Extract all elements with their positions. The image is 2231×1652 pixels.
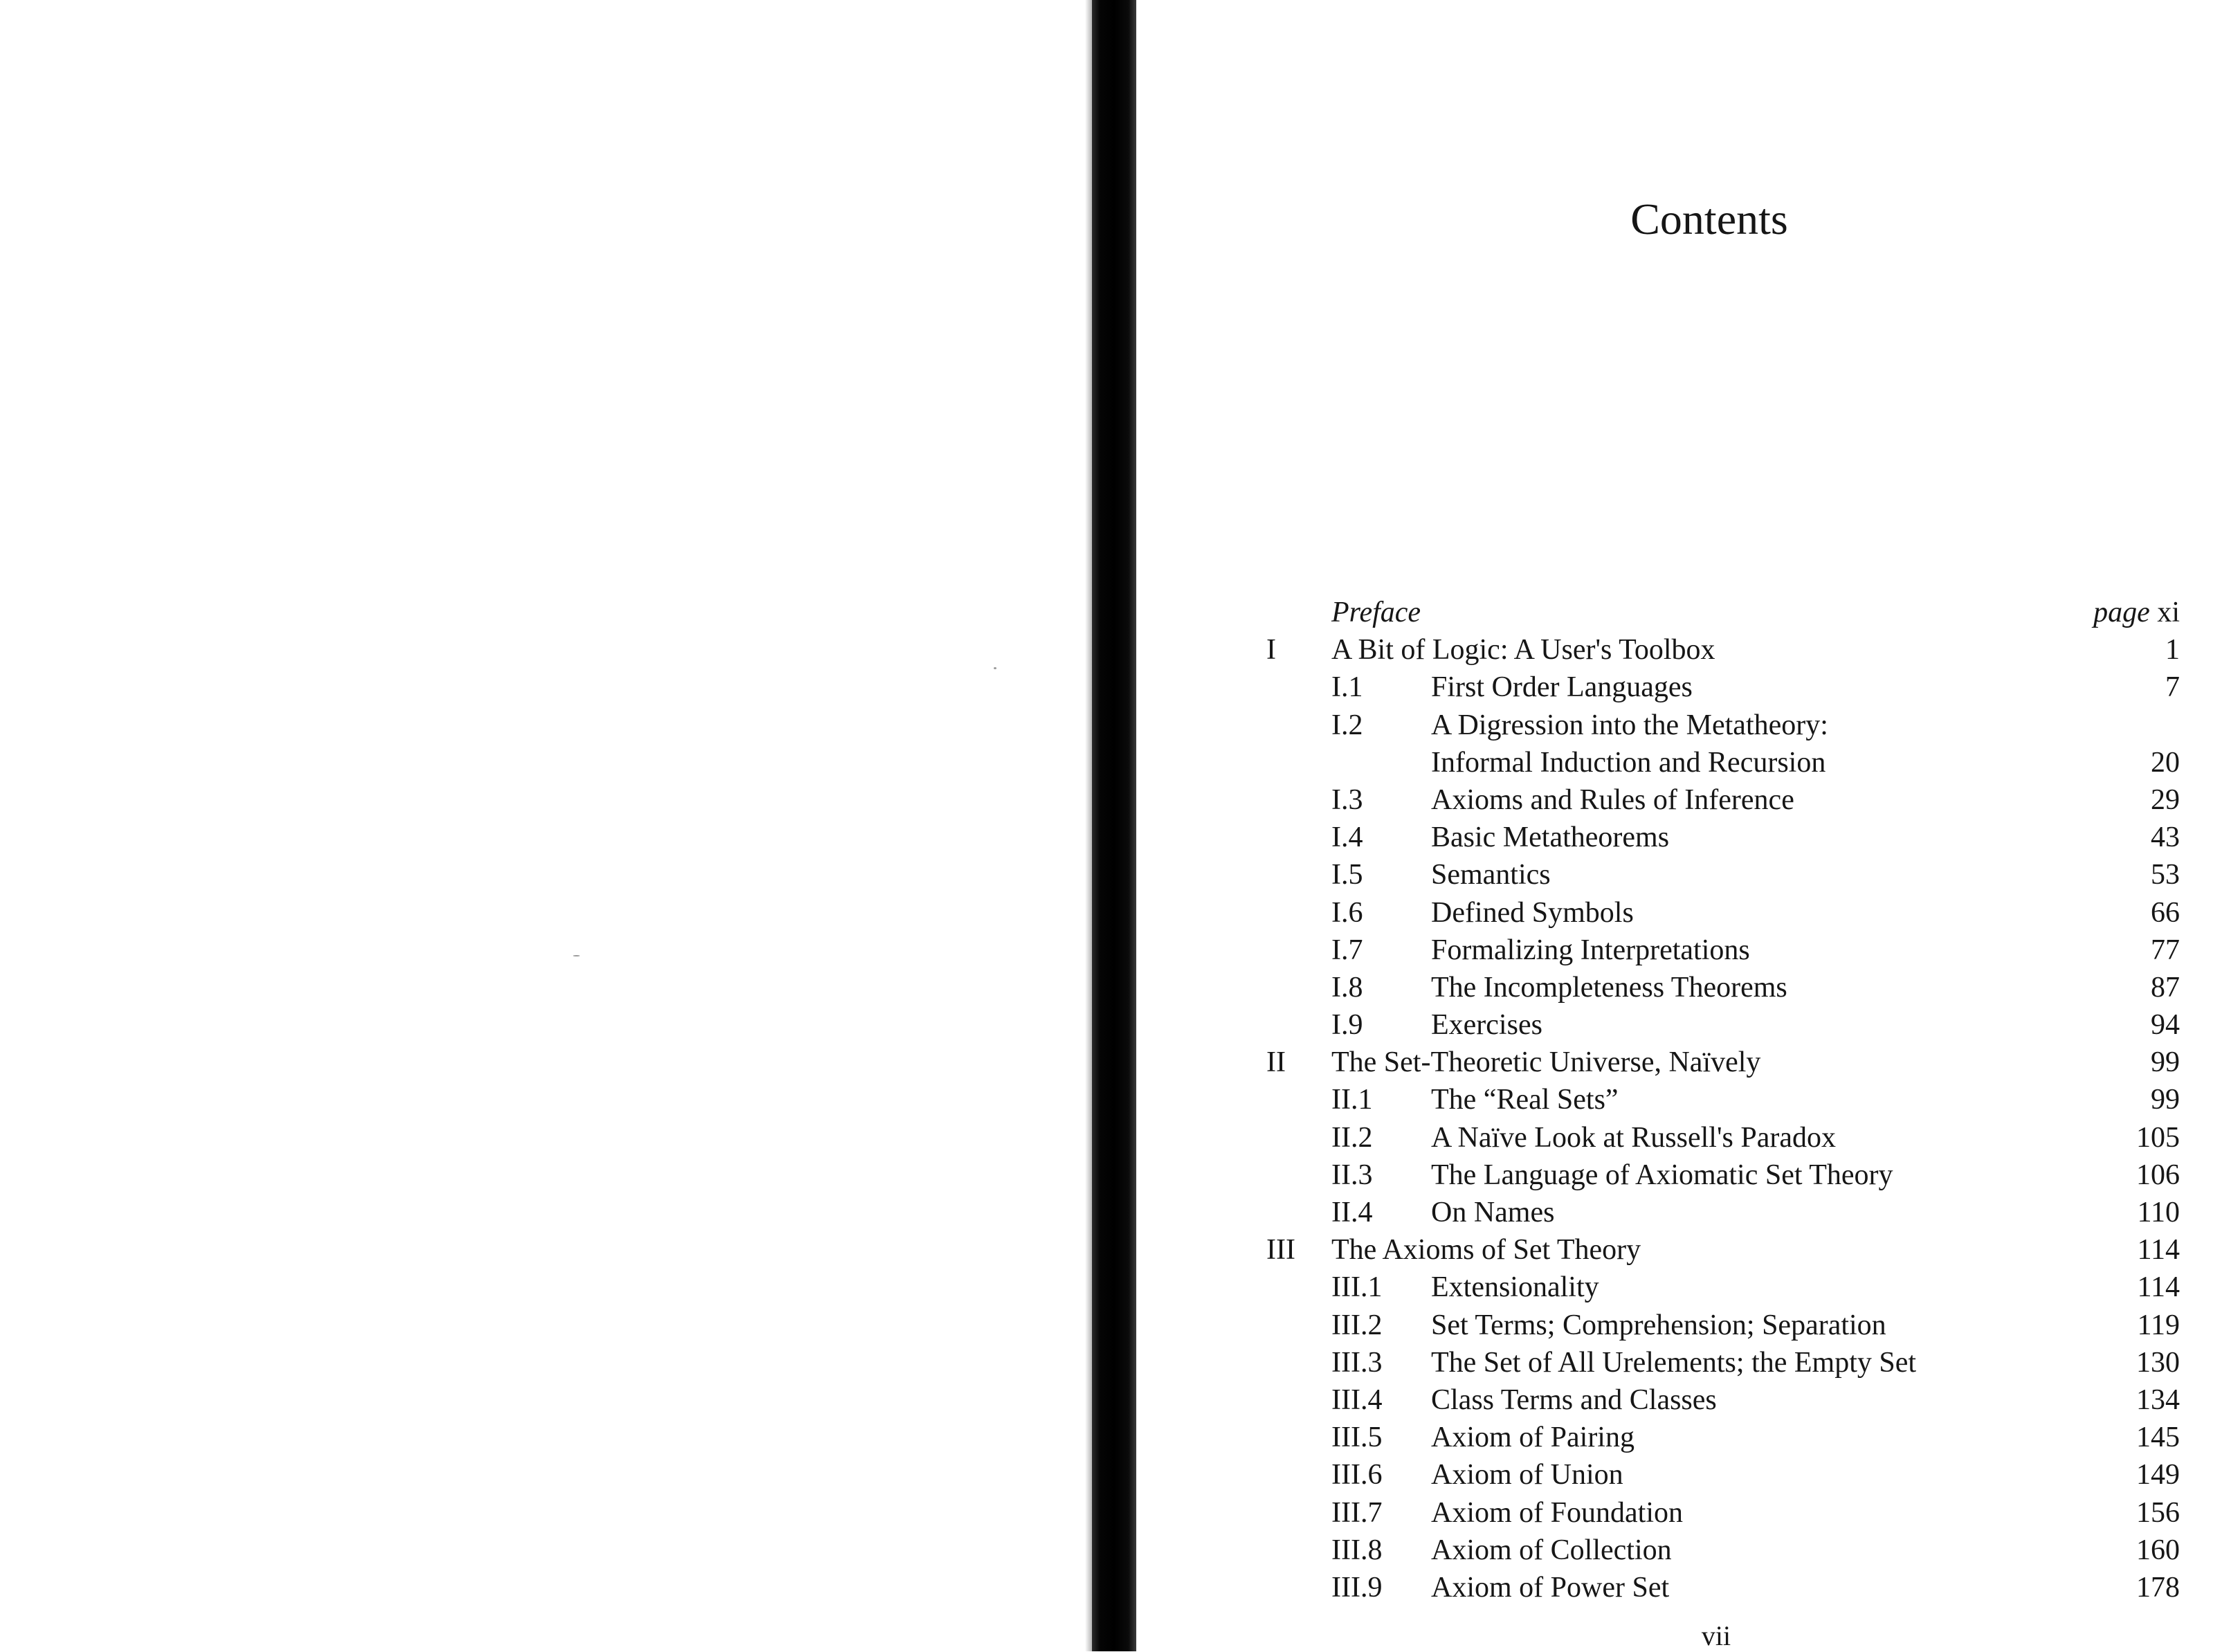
- book-spine: [1092, 0, 1136, 1651]
- section-number: I.8: [1331, 971, 1363, 1004]
- toc-section-row: [1266, 1119, 2180, 1156]
- section-title: The Set of All Urelements; the Empty Set: [1431, 1346, 1917, 1379]
- table-of-contents: [1266, 594, 2180, 1606]
- section-number: I.5: [1331, 859, 1363, 891]
- section-title: A Naïve Look at Russell's Paradox: [1431, 1121, 1836, 1154]
- page-number: 114: [2137, 1271, 2180, 1304]
- page-number: 105: [2136, 1121, 2180, 1154]
- section-title: Axiom of Collection: [1431, 1534, 1672, 1566]
- part-title: A Bit of Logic: A User's Toolbox: [1331, 634, 1715, 666]
- page-number: 149: [2136, 1459, 2180, 1491]
- section-title: Axioms and Rules of Inference: [1431, 783, 1794, 816]
- toc-section-row: [1266, 1569, 2180, 1606]
- part-title: The Axioms of Set Theory: [1331, 1234, 1641, 1267]
- toc-section-row: [1266, 1156, 2180, 1194]
- section-number: II.2: [1331, 1121, 1373, 1154]
- section-title: Axiom of Pairing: [1431, 1422, 1634, 1454]
- page-title: Contents: [1630, 194, 1788, 244]
- section-title: Class Terms and Classes: [1431, 1383, 1717, 1416]
- section-title: On Names: [1431, 1197, 1555, 1228]
- toc-section-row: [1266, 1419, 2180, 1456]
- toc-row-preface: [1266, 594, 2180, 631]
- section-title: The Language of Axiomatic Set Theory: [1431, 1159, 1893, 1191]
- page-folio: vii: [1701, 1620, 1731, 1651]
- section-number: I.1: [1331, 671, 1363, 704]
- toc-section-row: [1266, 707, 2180, 744]
- toc-part-row: [1266, 1231, 2180, 1269]
- section-title: The “Real Sets”: [1431, 1084, 1619, 1116]
- page-number: 66: [2151, 896, 2180, 929]
- toc-section-row: [1266, 1269, 2180, 1306]
- preface-page-number: xi: [2157, 597, 2180, 628]
- page-number: 130: [2136, 1346, 2180, 1379]
- page-number: 99: [2151, 1046, 2180, 1079]
- toc-section-row: [1266, 781, 2180, 819]
- toc-part-row: [1266, 631, 2180, 669]
- section-number: I.3: [1331, 783, 1363, 816]
- toc-section-row: [1266, 1344, 2180, 1381]
- section-number: II.3: [1331, 1159, 1373, 1191]
- toc-entries: [1266, 631, 2180, 1606]
- section-number: I.9: [1331, 1009, 1363, 1042]
- section-title: Set Terms; Comprehension; Separation: [1431, 1309, 1886, 1341]
- section-title: Formalizing Interpretations: [1431, 934, 1750, 966]
- section-number: III.3: [1331, 1346, 1383, 1379]
- page-number: 160: [2136, 1534, 2180, 1566]
- section-number: III.1: [1331, 1271, 1383, 1304]
- toc-section-row: [1266, 744, 2180, 781]
- page-number: 119: [2137, 1309, 2180, 1341]
- section-number: III.8: [1331, 1534, 1383, 1566]
- scan-speck: [573, 955, 580, 956]
- preface-label: Preface: [1331, 597, 1421, 628]
- section-number: III.4: [1331, 1383, 1383, 1416]
- section-number: III.5: [1331, 1422, 1383, 1454]
- page-number: 53: [2151, 859, 2180, 891]
- toc-section-row: [1266, 1006, 2180, 1044]
- section-title: Axiom of Union: [1431, 1459, 1623, 1491]
- section-title: Axiom of Power Set: [1431, 1571, 1670, 1604]
- section-number: I.2: [1331, 709, 1363, 741]
- page-number: 178: [2136, 1571, 2180, 1604]
- toc-section-row: [1266, 894, 2180, 932]
- toc-section-row: [1266, 1456, 2180, 1494]
- page-number: 1: [2165, 634, 2180, 666]
- section-number: III.6: [1331, 1459, 1383, 1491]
- toc-section-row: [1266, 969, 2180, 1006]
- section-title: Basic Metatheorems: [1431, 822, 1670, 854]
- section-number: II.1: [1331, 1084, 1373, 1116]
- section-number: III.7: [1331, 1496, 1383, 1529]
- toc-section-row: [1266, 932, 2180, 969]
- page-number: 145: [2136, 1422, 2180, 1454]
- toc-section-row: [1266, 1307, 2180, 1344]
- section-title: First Order Languages: [1431, 671, 1693, 704]
- page-number: 43: [2151, 822, 2180, 854]
- toc-part-row: [1266, 1044, 2180, 1081]
- part-numeral: I: [1266, 634, 1276, 666]
- toc-section-row: [1266, 856, 2180, 893]
- page-number: 106: [2136, 1159, 2180, 1191]
- page-number: 156: [2136, 1496, 2180, 1529]
- toc-section-row: [1266, 1194, 2180, 1231]
- page-number: 7: [2165, 671, 2180, 704]
- section-number: I.7: [1331, 934, 1363, 966]
- page-number: 29: [2151, 783, 2180, 816]
- toc-section-row: [1266, 1381, 2180, 1419]
- part-title: The Set-Theoretic Universe, Naïvely: [1331, 1046, 1761, 1079]
- page-number: 20: [2151, 746, 2180, 779]
- page-number: 77: [2151, 934, 2180, 966]
- toc-section-row: [1266, 819, 2180, 856]
- section-title: Semantics: [1431, 859, 1551, 891]
- preface-page: [2093, 594, 2180, 631]
- section-number: III.9: [1331, 1571, 1383, 1604]
- toc-section-row: [1266, 669, 2180, 706]
- section-title: A Digression into the Metatheory:: [1431, 709, 1828, 741]
- toc-section-row: [1266, 1494, 2180, 1532]
- part-numeral: III: [1266, 1234, 1295, 1267]
- page-number: 94: [2151, 1009, 2180, 1042]
- toc-section-row: [1266, 1532, 2180, 1569]
- section-title: Extensionality: [1431, 1271, 1599, 1304]
- section-title: Exercises: [1431, 1009, 1542, 1042]
- page-word: page: [2093, 597, 2150, 628]
- toc-section-row: [1266, 1081, 2180, 1118]
- page-number: 99: [2151, 1084, 2180, 1116]
- page-number: 134: [2136, 1383, 2180, 1416]
- page-number: 110: [2137, 1197, 2180, 1228]
- page-number: 87: [2151, 971, 2180, 1004]
- section-number: I.4: [1331, 822, 1363, 854]
- section-title: Defined Symbols: [1431, 896, 1634, 929]
- section-number: II.4: [1331, 1197, 1373, 1228]
- section-number: III.2: [1331, 1309, 1383, 1341]
- scan-speck: [994, 667, 996, 669]
- section-number: I.6: [1331, 896, 1363, 929]
- section-title: The Incompleteness Theorems: [1431, 971, 1787, 1004]
- part-numeral: II: [1266, 1046, 1286, 1079]
- page-number: 114: [2137, 1234, 2180, 1267]
- section-title: Informal Induction and Recursion: [1431, 746, 1826, 779]
- section-title: Axiom of Foundation: [1431, 1496, 1683, 1529]
